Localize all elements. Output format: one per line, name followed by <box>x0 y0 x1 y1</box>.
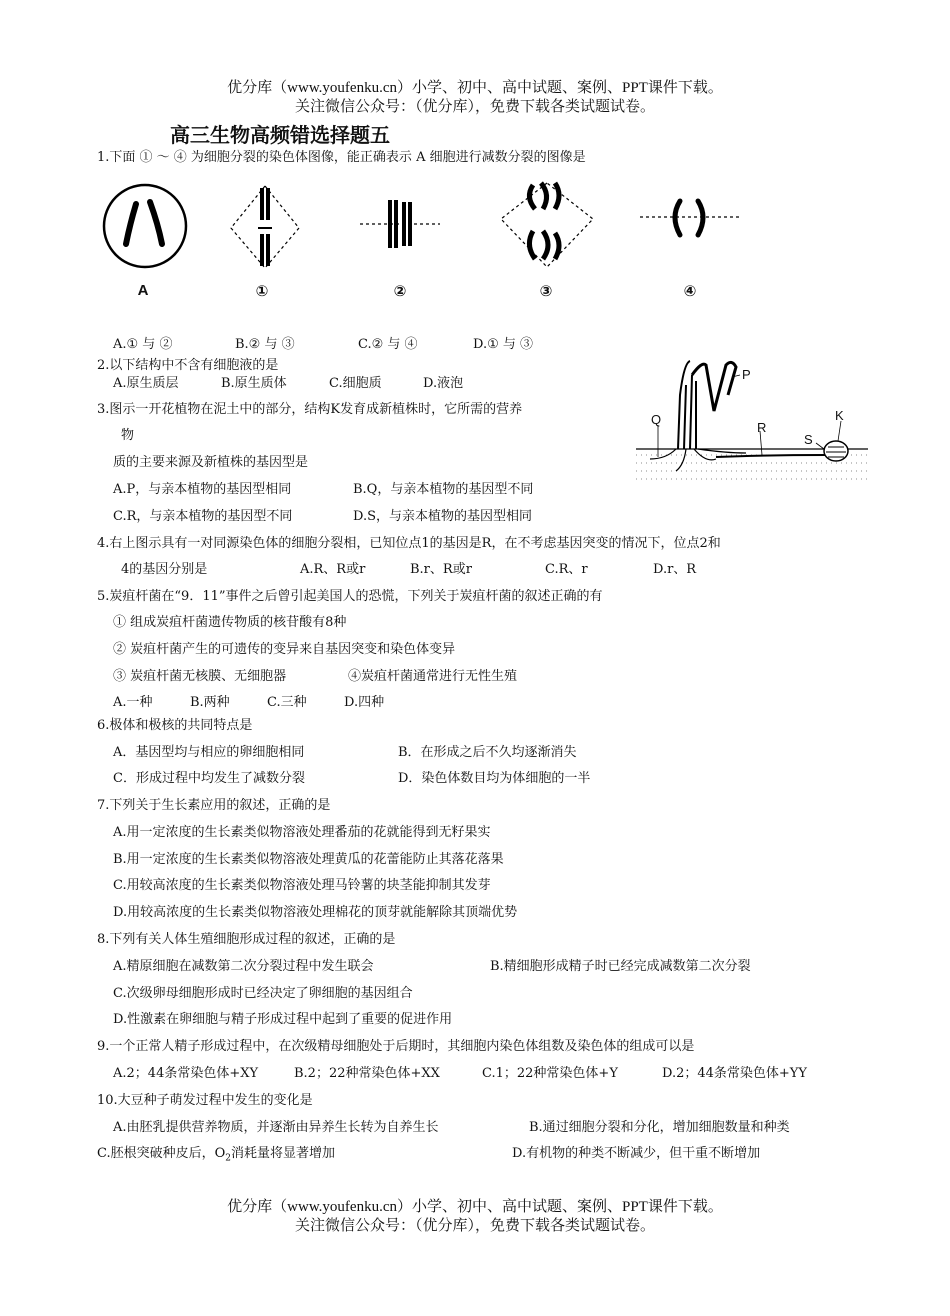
q8-option-d: D.性激素在卵细胞与精子形成过程中起到了重要的促进作用 <box>113 1012 453 1027</box>
q8-option-c: C.次级卵母细胞形成时已经决定了卵细胞的基因组合 <box>113 986 413 1001</box>
plant-label-r: R <box>757 420 767 435</box>
q1-option-d: D.① 与 ③ <box>473 337 534 352</box>
plant-label-p: P <box>742 367 751 382</box>
plant-label-k: K <box>835 408 844 423</box>
q10-option-d: D.有机物的种类不断减少，但干重不断增加 <box>512 1146 761 1161</box>
plant-label-s: S <box>804 432 813 447</box>
header-line-2: 关注微信公众号：（优分库），免费下载各类试题试卷。 <box>294 99 655 115</box>
q6-option-a: A．基因型均与相应的卵细胞相同 <box>113 745 305 760</box>
q9-stem: 9.一个正常人精子形成过程中，在次级精母细胞处于后期时，其细胞内染色体组数及染色体的组成可以是 <box>97 1039 695 1054</box>
q1-option-a: A.① 与 ② <box>113 337 173 352</box>
cell-1-figure <box>225 182 305 272</box>
cell-3-figure <box>495 175 600 275</box>
q9-option-b: B.2；22种常染色体+XX <box>294 1066 440 1081</box>
q2-option-d: D.液泡 <box>423 376 464 391</box>
q8-stem: 8.下列有关人体生殖细胞形成过程的叙述，正确的是 <box>97 932 396 947</box>
q3-option-d: D.S，与亲本植物的基因型相同 <box>353 509 532 524</box>
q6-stem: 6.极体和极核的共同特点是 <box>97 718 253 733</box>
q7-stem: 7.下列关于生长素应用的叙述，正确的是 <box>97 798 331 813</box>
q10-option-a: A.由胚乳提供营养物质，并逐渐由异养生长转为自养生长 <box>113 1120 439 1135</box>
q10-option-c-text-2: 消耗量将显著增加 <box>231 1146 336 1161</box>
q7-option-d: D.用较高浓度的生长素类似物溶液处理棉花的顶芽就能解除其顶端优势 <box>113 905 518 920</box>
cell-4-figure <box>640 195 740 255</box>
footer-line-2: 关注微信公众号：（优分库），免费下载各类试题试卷。 <box>294 1218 655 1234</box>
q3-stem-a: 3.图示一开花植物在泥土中的部分，结构K发育成新植株时，它所需的营养 <box>97 402 523 417</box>
q7-option-b: B.用一定浓度的生长素类似物溶液处理黄瓜的花蕾能防止其落花落果 <box>113 852 504 867</box>
q6-option-c: C．形成过程中均发生了减数分裂 <box>113 771 305 786</box>
q3-stem-b: 物 <box>121 428 135 443</box>
q2-option-c: C.细胞质 <box>329 376 382 391</box>
q1-stem: 1.下面 ① ～ ④ 为细胞分裂的染色体图像，能正确表示 A 细胞进行减数分裂的图像是 <box>97 150 586 165</box>
q9-option-c: C.1；22种常染色体+Y <box>482 1066 618 1081</box>
q3-option-a: A.P，与亲本植物的基因型相同 <box>113 482 292 497</box>
q10-option-c-subscript: 2 <box>225 1153 232 1164</box>
q5-item-2: ② 炭疽杆菌产生的可遗传的变异来自基因突变和染色体变异 <box>113 642 456 657</box>
q3-option-b: B.Q，与亲本植物的基因型不同 <box>353 482 534 497</box>
plant-figure <box>636 355 868 485</box>
page-title: 高三生物高频错选择题五 <box>170 123 390 147</box>
q4-option-a: A.R、R或r <box>300 562 366 577</box>
q9-option-a: A.2；44条常染色体+XY <box>113 1066 259 1081</box>
q7-option-a: A.用一定浓度的生长素类似物溶液处理番茄的花就能得到无籽果实 <box>113 825 491 840</box>
q5-stem: 5.炭疽杆菌在“9．11”事件之后曾引起美国人的恐慌，下列关于炭疽杆菌的叙述正确的有 <box>97 589 603 604</box>
q7-option-c: C.用较高浓度的生长素类似物溶液处理马铃薯的块茎能抑制其发芽 <box>113 878 491 893</box>
q4-option-c: C.R、r <box>545 562 588 577</box>
fig-label-3: ③ <box>539 283 553 300</box>
q5-option-d: D.四种 <box>344 695 385 710</box>
q10-option-c <box>97 1146 335 1167</box>
q4-stem-b: 4的基因分别是 <box>121 562 208 577</box>
q4-stem-a: 4.右上图示具有一对同源染色体的细胞分裂相，已知位点1的基因是R，在不考虑基因突变的情况下，位点2和 <box>97 536 721 551</box>
q4-option-b: B.r、R或r <box>410 562 472 577</box>
q10-option-b: B.通过细胞分裂和分化，增加细胞数量和种类 <box>529 1120 790 1135</box>
q1-option-c: C.② 与 ④ <box>358 337 418 352</box>
q9-option-d: D.2；44条常染色体+YY <box>662 1066 807 1081</box>
q4-option-d: D.r、R <box>653 562 697 577</box>
header-line-1: 优分库（www.youfenku.cn）小学、初中、高中试题、案例、PPT课件下载。 <box>227 80 723 96</box>
q10-option-c-text: C.胚根突破种皮后，O <box>97 1146 226 1161</box>
q3-stem-c: 质的主要来源及新植株的基因型是 <box>113 455 309 470</box>
fig-label-1: ① <box>255 283 269 300</box>
q8-option-b: B.精细胞形成精子时已经完成减数第二次分裂 <box>490 959 751 974</box>
q5-option-b: B.两种 <box>190 695 230 710</box>
q6-option-d: D．染色体数目均为体细胞的一半 <box>398 771 591 786</box>
q6-option-b: B．在形成之后不久均逐渐消失 <box>398 745 577 760</box>
q10-stem: 10.大豆种子萌发过程中发生的变化是 <box>97 1093 313 1108</box>
q8-option-a: A.精原细胞在减数第二次分裂过程中发生联会 <box>113 959 374 974</box>
q5-item-1: ① 组成炭疽杆菌遗传物质的核苷酸有8种 <box>113 615 347 630</box>
q5-option-a: A.一种 <box>113 695 153 710</box>
cell-2-figure <box>360 190 440 260</box>
q5-option-c: C.三种 <box>267 695 307 710</box>
fig-label-2: ② <box>393 283 407 300</box>
q1-option-b: B.② 与 ③ <box>235 337 295 352</box>
q3-option-c: C.R，与亲本植物的基因型不同 <box>113 509 293 524</box>
q5-item-3: ③ 炭疽杆菌无核膜、无细胞器 <box>113 669 287 684</box>
q2-option-b: B.原生质体 <box>221 376 287 391</box>
fig-label-a: A <box>137 282 149 299</box>
q5-item-4: ④炭疽杆菌通常进行无性生殖 <box>348 669 518 684</box>
plant-label-q: Q <box>651 412 662 427</box>
footer-line-1: 优分库（www.youfenku.cn）小学、初中、高中试题、案例、PPT课件下载。 <box>227 1199 723 1215</box>
q2-option-a: A.原生质层 <box>113 376 179 391</box>
fig-label-4: ④ <box>683 283 697 300</box>
cell-a-figure <box>100 180 190 275</box>
q2-stem: 2.以下结构中不含有细胞液的是 <box>97 358 279 373</box>
